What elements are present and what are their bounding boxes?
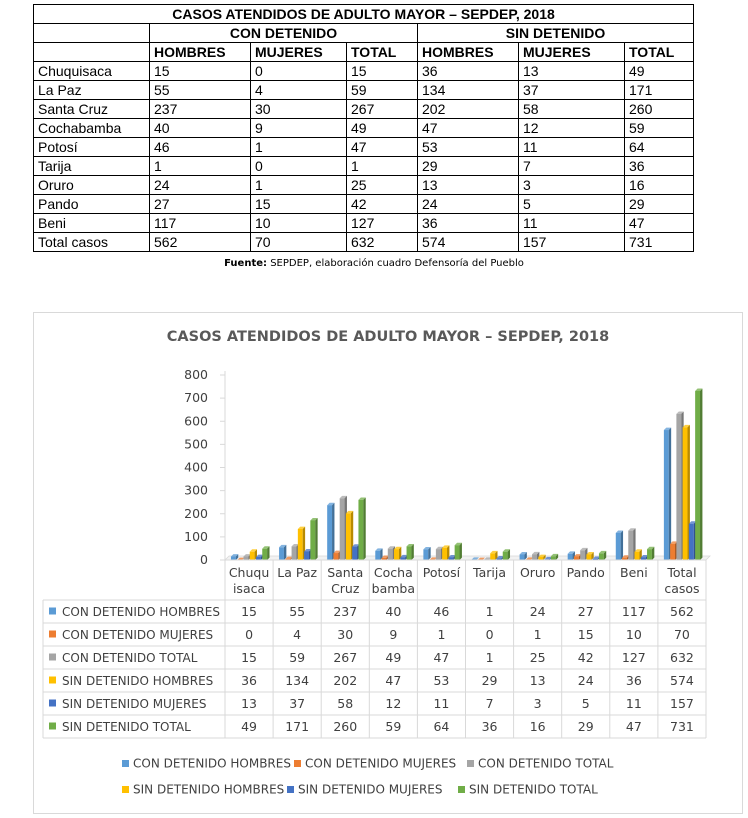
bar-2-9 <box>676 414 681 560</box>
table-cell: 4 <box>251 81 347 100</box>
row-label: Santa Cruz <box>34 100 150 119</box>
bar-0-3 <box>375 551 380 560</box>
data-table-value: 15 <box>577 627 594 642</box>
data-table-series-name: CON DETENIDO MUJERES <box>62 628 214 642</box>
table-cell: 15 <box>347 62 418 81</box>
category-label: Pando <box>566 565 605 580</box>
bar-1-2 <box>333 553 338 560</box>
data-table-value: 237 <box>333 604 358 619</box>
table-row <box>34 176 694 195</box>
table-cell: 5 <box>519 195 625 214</box>
table-cell: 10 <box>251 214 347 233</box>
bar-side-5-2 <box>363 497 365 560</box>
table-cell: 1 <box>347 157 418 176</box>
table-cell: 36 <box>418 214 519 233</box>
bar-1-9 <box>670 544 675 560</box>
bar-side-0-2 <box>332 503 334 560</box>
table-corner <box>34 24 150 43</box>
legend-swatch <box>294 760 301 767</box>
data-table-value: 53 <box>433 673 450 688</box>
table-cell: 0 <box>251 62 347 81</box>
bar-2-6 <box>532 554 537 560</box>
data-table-value: 49 <box>385 650 402 665</box>
table-cell: 40 <box>150 119 251 138</box>
legend-label: SIN DETENIDO MUJERES <box>298 782 443 797</box>
data-table-value: 25 <box>529 650 546 665</box>
table-row <box>34 62 694 81</box>
bar-side-5-9 <box>700 389 702 560</box>
data-table-value: 15 <box>241 604 258 619</box>
data-table-value: 36 <box>241 673 258 688</box>
table-cell: 202 <box>418 100 519 119</box>
y-tick-label: 400 <box>184 459 208 475</box>
bar-4-2 <box>352 547 357 560</box>
table-cell: 59 <box>625 119 694 138</box>
table-cell: 24 <box>150 176 251 195</box>
table-cell: 70 <box>251 233 347 252</box>
category-label: Chuqu <box>228 565 270 580</box>
data-table-value: 11 <box>433 696 450 711</box>
table-cell: 632 <box>347 233 418 252</box>
data-table-value: 13 <box>241 696 258 711</box>
bar-1-7 <box>574 557 579 560</box>
category-label: Total <box>667 565 697 580</box>
data-table-value: 10 <box>625 627 642 642</box>
col-header-mujeres-sin: MUJERES <box>519 43 625 62</box>
table-cell: 171 <box>625 81 694 100</box>
bar-5-9 <box>695 391 700 560</box>
bar-3-9 <box>683 427 688 560</box>
table-cell: 237 <box>150 100 251 119</box>
data-table-value: 64 <box>433 719 450 734</box>
data-table-series-name: SIN DETENIDO MUJERES <box>62 697 207 711</box>
data-table-value: 0 <box>245 627 254 642</box>
category-label: isaca <box>232 581 266 596</box>
table-cell: 574 <box>418 233 519 252</box>
bar-2-4 <box>436 549 441 560</box>
data-table-value: 24 <box>577 673 594 688</box>
table-cell: 53 <box>418 138 519 157</box>
data-table-value: 1 <box>485 650 494 665</box>
row-label: Potosí <box>34 138 150 157</box>
data-table-value: 127 <box>621 650 646 665</box>
legend-swatch <box>287 786 294 793</box>
y-tick-label: 700 <box>184 390 208 406</box>
table-cell: 24 <box>418 195 519 214</box>
data-table-series-name: CON DETENIDO HOMBRES <box>62 605 220 619</box>
legend-label: SIN DETENIDO HOMBRES <box>133 782 285 797</box>
table-cell: 9 <box>251 119 347 138</box>
data-table-value: 260 <box>333 719 358 734</box>
data-table-value: 70 <box>673 627 690 642</box>
y-tick-label: 600 <box>184 413 208 429</box>
bar-3-7 <box>586 554 591 560</box>
col-header-total-sin: TOTAL <box>625 43 694 62</box>
table-cell: 1 <box>251 176 347 195</box>
table-cell: 55 <box>150 81 251 100</box>
table-cell: 11 <box>519 214 625 233</box>
category-label: Potosí <box>422 565 461 580</box>
chart-frame <box>33 312 743 814</box>
table-cell: 731 <box>625 233 694 252</box>
category-label: Santa <box>327 565 364 580</box>
data-table-value: 47 <box>385 673 402 688</box>
table-cell: 13 <box>418 176 519 195</box>
bar-2-3 <box>388 549 393 560</box>
group-header-con: CON DETENIDO <box>150 24 418 43</box>
bar-side-5-4 <box>460 543 462 560</box>
data-table-series-name: CON DETENIDO TOTAL <box>62 651 198 665</box>
row-label: Tarija <box>34 157 150 176</box>
bar-4-9 <box>689 524 694 560</box>
data-table-value: 1 <box>485 604 494 619</box>
row-label: Cochabamba <box>34 119 150 138</box>
legend-label: CON DETENIDO MUJERES <box>305 756 457 771</box>
data-table-value: 11 <box>625 696 642 711</box>
bar-side-0-1 <box>284 545 286 560</box>
data-table-value: 15 <box>241 650 258 665</box>
data-table-value: 1 <box>533 627 542 642</box>
bar-5-5 <box>503 552 508 560</box>
data-table-value: 632 <box>670 650 694 665</box>
data-table-swatch <box>49 677 56 684</box>
table-body <box>34 62 694 252</box>
table-cell: 64 <box>625 138 694 157</box>
data-table-swatch <box>49 654 56 661</box>
table-cell: 36 <box>418 62 519 81</box>
table-row <box>34 119 694 138</box>
data-table-value: 1 <box>437 627 446 642</box>
bar-side-0-9 <box>669 428 671 560</box>
table-corner-2 <box>34 43 150 62</box>
data-table-value: 731 <box>670 719 694 734</box>
data-table-value: 47 <box>625 719 642 734</box>
data-table-value: 171 <box>285 719 310 734</box>
legend-label: CON DETENIDO TOTAL <box>478 756 614 771</box>
col-header-mujeres-con: MUJERES <box>251 43 347 62</box>
bar-5-3 <box>407 546 412 560</box>
table-cell: 15 <box>251 195 347 214</box>
table-cell: 3 <box>519 176 625 195</box>
table-cell: 13 <box>519 62 625 81</box>
table-cell: 16 <box>625 176 694 195</box>
bar-3-8 <box>635 552 640 560</box>
category-label: Oruro <box>519 565 556 580</box>
data-table-swatch <box>49 700 56 707</box>
bar-5-4 <box>455 545 460 560</box>
y-tick-label: 300 <box>184 482 208 498</box>
table-cell: 29 <box>418 157 519 176</box>
table-cell: 27 <box>150 195 251 214</box>
data-table-value: 24 <box>529 604 546 619</box>
bar-3-1 <box>298 529 303 560</box>
table-cell: 1 <box>150 157 251 176</box>
table-cell: 46 <box>150 138 251 157</box>
bar-side-5-1 <box>315 518 317 560</box>
data-table-value: 9 <box>389 627 398 642</box>
bar-2-2 <box>340 498 345 560</box>
bar-0-6 <box>520 554 525 560</box>
table-row <box>34 195 694 214</box>
table-cell: 117 <box>150 214 251 233</box>
data-table-value: 7 <box>485 696 494 711</box>
category-label: Cocha <box>373 565 413 580</box>
table-row <box>34 157 694 176</box>
data-table-value: 46 <box>433 604 450 619</box>
table-cell: 59 <box>347 81 418 100</box>
group-header-sin: SIN DETENIDO <box>418 24 694 43</box>
bar-3-5 <box>490 553 495 560</box>
data-table-swatch <box>49 608 56 615</box>
row-label: Total casos <box>34 233 150 252</box>
table-title: CASOS ATENDIDOS DE ADULTO MAYOR – SEPDEP, 2018 <box>34 5 694 24</box>
y-tick-label: 100 <box>184 528 208 544</box>
bar-side-0-8 <box>621 531 623 560</box>
data-table-value: 36 <box>481 719 498 734</box>
category-label: casos <box>664 581 700 596</box>
table-cell: 267 <box>347 100 418 119</box>
data-table-swatch <box>49 723 56 730</box>
bar-0-8 <box>616 533 621 560</box>
table-cell: 47 <box>418 119 519 138</box>
table-cell: 58 <box>519 100 625 119</box>
bar-5-6 <box>551 556 556 560</box>
table-cell: 37 <box>519 81 625 100</box>
table-cell: 7 <box>519 157 625 176</box>
data-table-value: 267 <box>333 650 358 665</box>
data-table-value: 0 <box>485 627 494 642</box>
data-table-value: 59 <box>385 719 402 734</box>
y-tick-label: 800 <box>184 367 208 382</box>
data-table-value: 157 <box>670 696 694 711</box>
data-table-value: 59 <box>289 650 306 665</box>
data-table-value: 47 <box>433 650 450 665</box>
table-row <box>34 81 694 100</box>
data-table-value: 29 <box>577 719 594 734</box>
row-label: Beni <box>34 214 150 233</box>
bar-5-2 <box>358 500 363 560</box>
row-label: Pando <box>34 195 150 214</box>
summary-table <box>33 4 694 252</box>
table-cell: 47 <box>347 138 418 157</box>
table-cell: 12 <box>519 119 625 138</box>
legend-swatch <box>122 760 129 767</box>
bar-5-1 <box>310 520 315 560</box>
table-cell: 260 <box>625 100 694 119</box>
data-table-swatch <box>49 631 56 638</box>
data-table-value: 55 <box>289 604 306 619</box>
chart-title: CASOS ATENDIDOS DE ADULTO MAYOR – SEPDEP, 2018 <box>166 329 610 345</box>
table-cell: 25 <box>347 176 418 195</box>
row-label: Chuquisaca <box>34 62 150 81</box>
col-header-total-con: TOTAL <box>347 43 418 62</box>
bar-2-8 <box>628 531 633 560</box>
table-cell: 157 <box>519 233 625 252</box>
data-table-value: 5 <box>581 696 590 711</box>
bar-0-4 <box>423 549 428 560</box>
legend-swatch <box>122 786 129 793</box>
col-header-hombres-sin: HOMBRES <box>418 43 519 62</box>
bar-chart <box>34 313 742 813</box>
category-label: La Paz <box>277 565 318 580</box>
table-cell: 42 <box>347 195 418 214</box>
source-label: Fuente: <box>224 258 268 269</box>
table-cell: 36 <box>625 157 694 176</box>
bar-3-3 <box>394 549 399 560</box>
source-note <box>0 258 748 269</box>
data-table-value: 27 <box>577 604 594 619</box>
data-table-value: 36 <box>625 673 642 688</box>
row-label: Oruro <box>34 176 150 195</box>
legend-label: CON DETENIDO HOMBRES <box>133 756 291 771</box>
table-row <box>34 100 694 119</box>
data-table-series-name: SIN DETENIDO TOTAL <box>62 720 191 734</box>
bar-side-5-0 <box>267 546 269 560</box>
table-cell: 134 <box>418 81 519 100</box>
bar-2-1 <box>292 546 297 560</box>
data-table-value: 12 <box>385 696 402 711</box>
col-header-hombres-con: HOMBRES <box>150 43 251 62</box>
bar-2-7 <box>580 550 585 560</box>
bar-0-2 <box>327 505 332 560</box>
bar-4-1 <box>304 551 309 560</box>
source-text: SEPDEP, elaboración cuadro Defensoría del Pueblo <box>267 258 524 269</box>
bar-3-4 <box>442 548 447 560</box>
table-cell: 562 <box>150 233 251 252</box>
y-tick-label: 200 <box>184 505 208 521</box>
table-cell: 49 <box>347 119 418 138</box>
bar-5-0 <box>262 549 267 560</box>
data-table-value: 134 <box>285 673 310 688</box>
y-tick-label: 0 <box>200 552 208 567</box>
bar-3-0 <box>250 552 255 560</box>
table-cell: 49 <box>625 62 694 81</box>
bar-0-0 <box>231 557 236 560</box>
table-cell: 47 <box>625 214 694 233</box>
bar-5-7 <box>599 553 604 560</box>
legend-swatch <box>467 760 474 767</box>
category-label: Cruz <box>331 581 360 596</box>
bar-0-1 <box>279 547 284 560</box>
table-row <box>34 138 694 157</box>
bar-0-7 <box>568 554 573 560</box>
table-row <box>34 233 694 252</box>
data-table-value: 37 <box>289 696 306 711</box>
data-table-value: 58 <box>337 696 354 711</box>
y-tick-label: 500 <box>184 436 208 452</box>
table-cell: 15 <box>150 62 251 81</box>
data-table-value: 562 <box>670 604 694 619</box>
table-cell: 29 <box>625 195 694 214</box>
data-table-value: 202 <box>333 673 358 688</box>
bar-side-5-3 <box>411 544 413 560</box>
bar-3-2 <box>346 513 351 560</box>
table-cell: 11 <box>519 138 625 157</box>
data-table-series-name: SIN DETENIDO HOMBRES <box>62 674 214 688</box>
data-table-value: 16 <box>529 719 546 734</box>
data-table-value: 574 <box>670 673 694 688</box>
legend-label: SIN DETENIDO TOTAL <box>469 782 598 797</box>
data-table-value: 3 <box>533 696 542 711</box>
table-cell: 0 <box>251 157 347 176</box>
data-table-value: 40 <box>385 604 402 619</box>
data-table-value: 4 <box>293 627 302 642</box>
table-cell: 1 <box>251 138 347 157</box>
table-cell: 127 <box>347 214 418 233</box>
data-table-value: 30 <box>337 627 354 642</box>
category-label: Beni <box>620 565 648 580</box>
data-table-value: 42 <box>577 650 594 665</box>
category-label: bamba <box>371 581 416 596</box>
category-label: Tarija <box>473 565 507 580</box>
bar-0-9 <box>664 430 669 560</box>
bar-2-0 <box>243 557 248 560</box>
data-table-value: 49 <box>241 719 258 734</box>
legend-swatch <box>458 786 465 793</box>
data-table-value: 117 <box>621 604 646 619</box>
table-cell: 30 <box>251 100 347 119</box>
row-label: La Paz <box>34 81 150 100</box>
table-row <box>34 214 694 233</box>
data-table-value: 13 <box>529 673 546 688</box>
data-table-value: 29 <box>481 673 498 688</box>
bar-5-8 <box>647 549 652 560</box>
